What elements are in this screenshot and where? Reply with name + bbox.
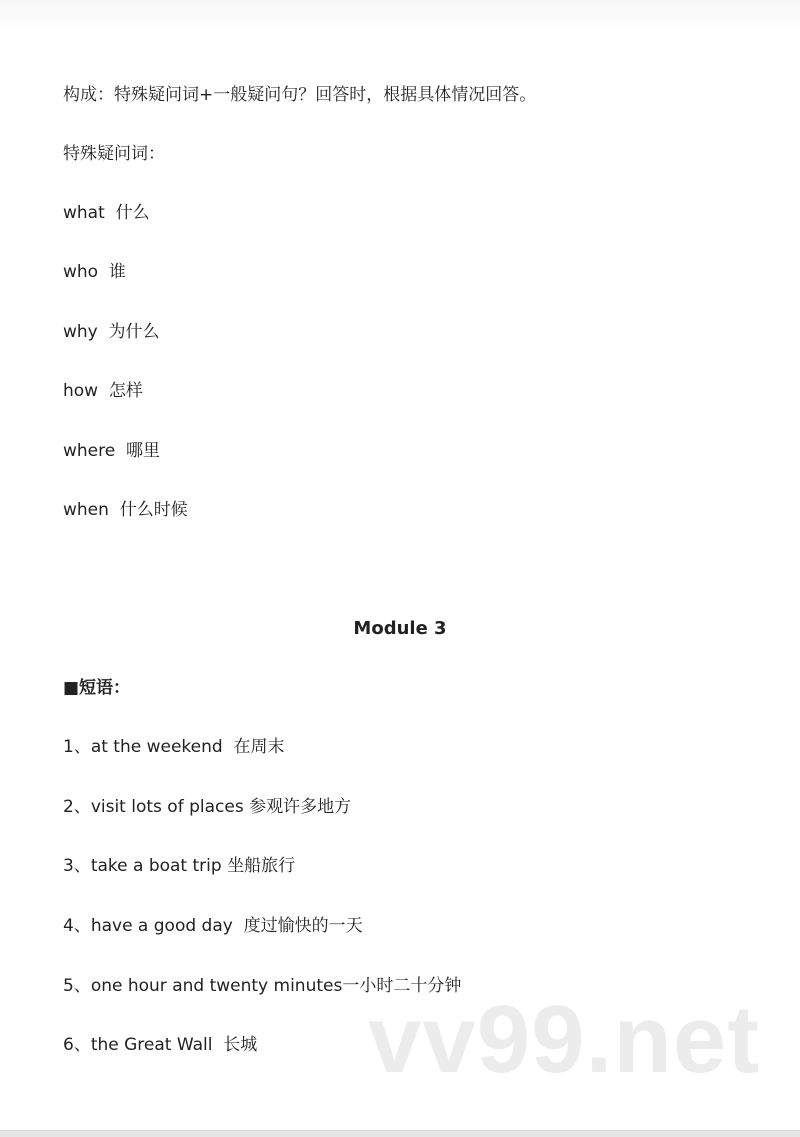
phrase-item: 6、the Great Wall 长城 [63,1035,258,1055]
watermark: vv99.net [368,986,761,1093]
question-word-item: where 哪里 [63,441,161,461]
question-word-item: why 为什么 [63,322,160,342]
phrase-item: 1、at the weekend 在周末 [63,737,285,757]
phrase-item: 4、have a good day 度过愉快的一天 [63,916,363,936]
composition-text: 构成：特殊疑问词+一般疑问句？回答时，根据具体情况回答。 [63,85,537,105]
question-word-item: what 什么 [63,203,150,223]
phrase-item: 2、visit lots of places 参观许多地方 [63,797,352,817]
module-title: Module 3 [353,618,447,639]
phrase-item: 3、take a boat trip 坐船旅行 [63,856,296,876]
question-word-item: how 怎样 [63,381,143,401]
phrases-heading: ■短语： [63,678,131,698]
question-word-item: when 什么时候 [63,500,188,520]
question-word-item: who 谁 [63,262,126,282]
page-top-shade [0,0,800,30]
page-bottom-edge [0,1130,800,1137]
phrase-item: 5、one hour and twenty minutes一小时二十分钟 [63,976,462,996]
question-words-heading: 特殊疑问词： [63,144,165,164]
